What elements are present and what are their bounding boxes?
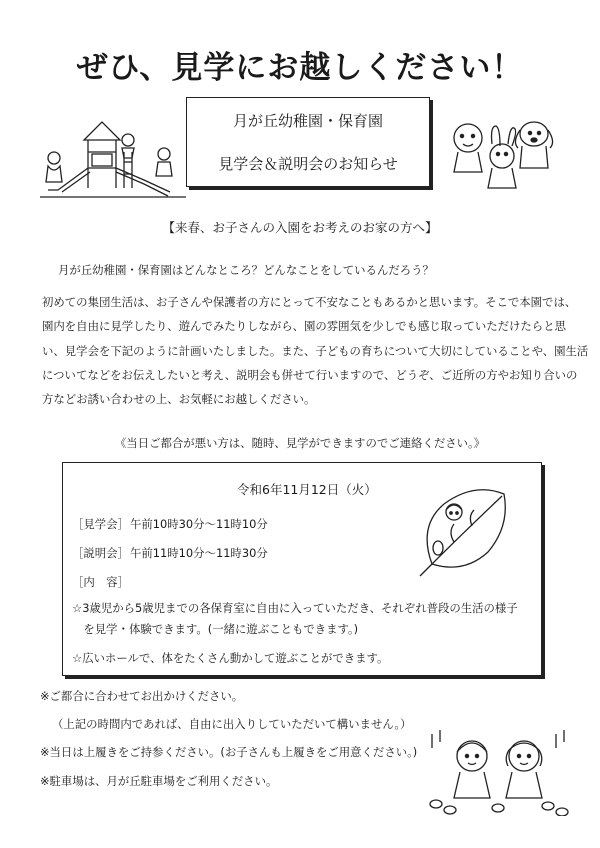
visit-time: 午前10時30分～11時10分 <box>130 517 268 531</box>
school-name: 月が丘幼稚園・保育園 <box>232 112 383 130</box>
footer-note: （上記の時間内であれば、自由に出入りしていただいて構いません。） <box>52 717 412 731</box>
content-label: ［内 容］ <box>72 575 129 589</box>
briefing-label: ［説明会］ <box>72 546 129 560</box>
event-date: 令和6年11月12日（火） <box>237 482 377 497</box>
content-item: を見学・体験できます。(一緒に遊ぶこともできます。) <box>72 622 359 636</box>
leaf-character-illustration <box>414 476 514 580</box>
animals-illustration <box>438 116 566 192</box>
visit-row <box>72 516 268 532</box>
footer-note: ※当日は上履きをご持参ください。(お子さんも上履きをご用意ください。) <box>40 745 418 759</box>
intro-line: 初めての集団生活は、お子さんや保護者の方にとって不安なこともあるかと思います。そこで本園では、 <box>42 295 577 309</box>
briefing-time: 午前11時10分～11時30分 <box>130 546 268 560</box>
header-box <box>186 97 430 187</box>
question-text: 月が丘幼稚園・保育園はどんなところ？どんなことをしているんだろう？ <box>58 263 434 277</box>
contact-note: 《当日ご都合が悪い方は、随時、見学ができますのでご連絡ください。》 <box>114 436 486 450</box>
footer-note: ※ご都合に合わせてお出かけください。 <box>40 689 244 703</box>
footer-note: ※駐車場は、月が丘駐車場をご利用ください。 <box>40 774 278 788</box>
playground-illustration <box>40 118 186 200</box>
children-illustration <box>424 728 572 816</box>
target-line: 【来春、お子さんの入園をお考えのお家の方へ】 <box>162 220 438 235</box>
intro-line: 園内を自由に見学したり、遊んでみたりしながら、園の雰囲気を少しでも感じ取っていただけたらと思 <box>42 319 566 334</box>
content-item: ☆広いホールで、体をたくさん動かして遊ぶことができます。 <box>72 651 389 665</box>
content-item: ☆3歳児から5歳児までの各保育室に自由に入っていただき、それぞれ普段の生活の様子 <box>72 601 518 615</box>
header-subtitle: 見学会＆説明会のお知らせ <box>218 155 398 173</box>
intro-line: 方などお誘い合わせの上、お気軽にお越しください。 <box>42 392 316 407</box>
intro-line: についてなどをお伝えしたいと考え、説明会も併せて行いますので、どうぞ、ご近所の方やお知り合いの <box>42 367 578 382</box>
briefing-row <box>72 545 268 561</box>
visit-label: ［見学会］ <box>72 517 129 531</box>
intro-line: い、見学会を下記のように計画いたしました。また、子どもの育ちについて大切にしていることや、園生活 <box>42 343 589 358</box>
intro-paragraph <box>42 290 588 411</box>
page-title: ぜひ、見学にお越しください！ <box>76 50 524 86</box>
